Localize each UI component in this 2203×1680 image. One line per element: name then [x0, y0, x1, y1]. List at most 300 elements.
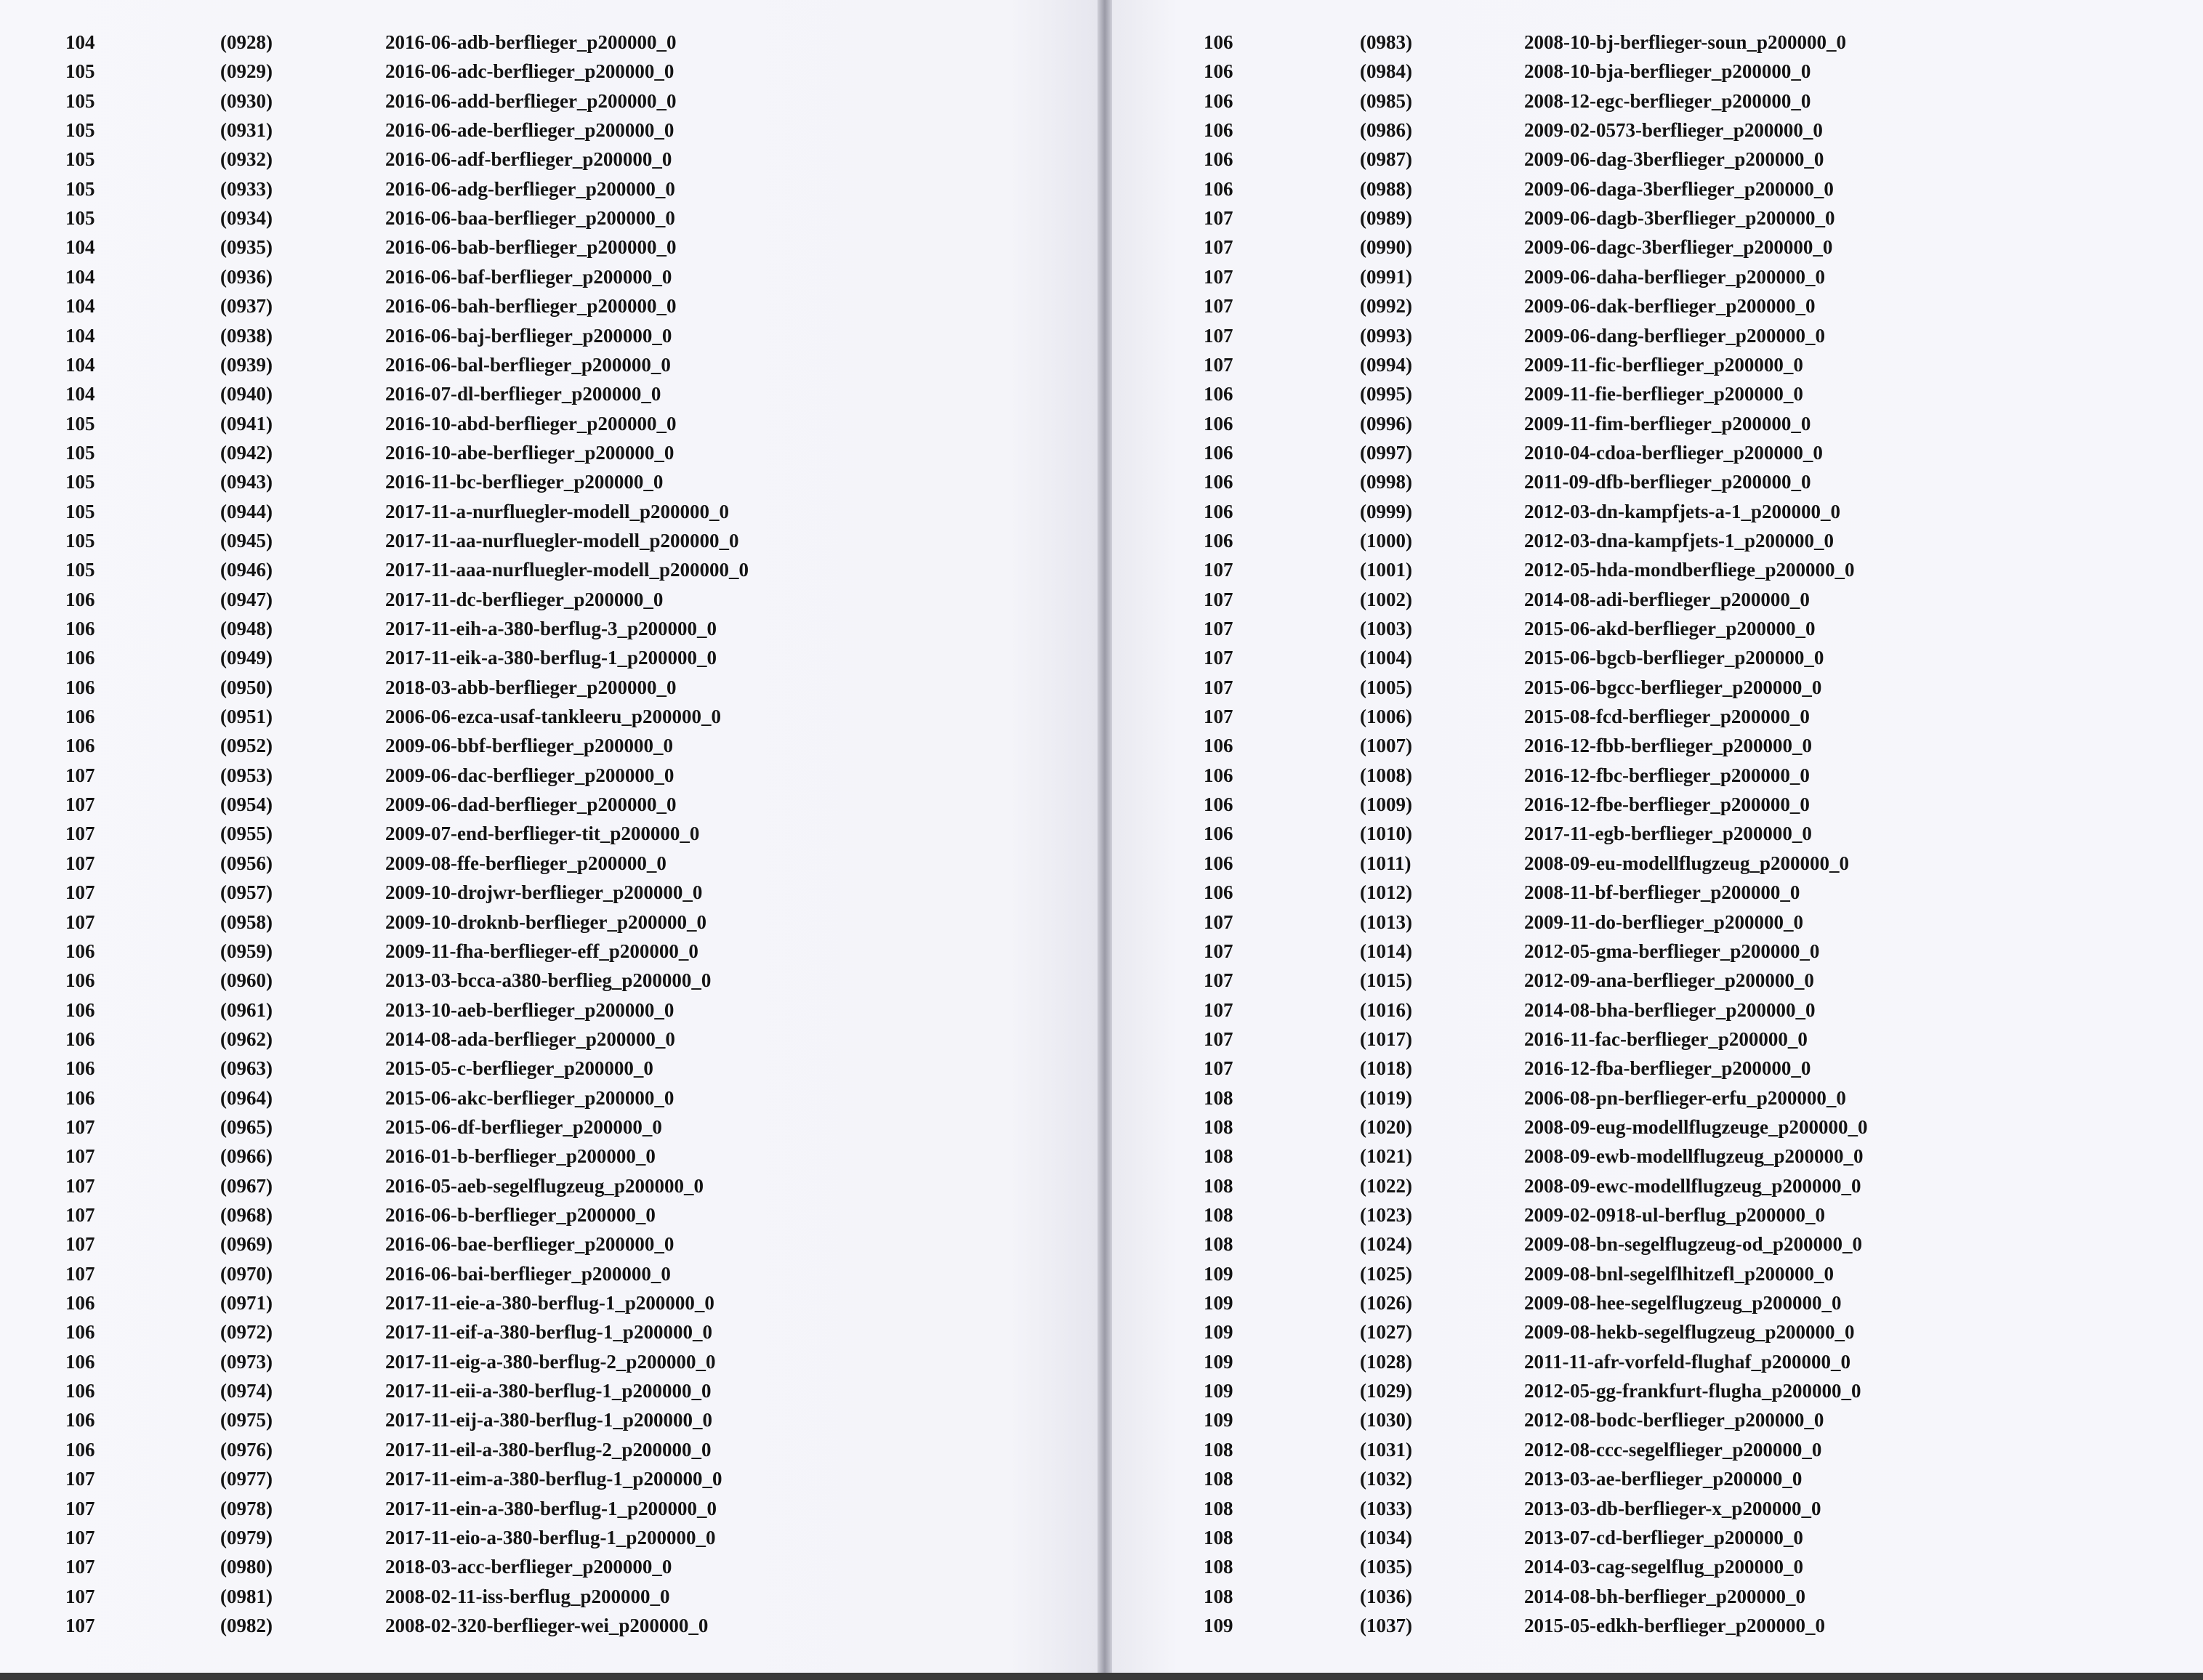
entry-number: (0948) — [220, 618, 273, 639]
page-number: 106 — [1204, 31, 1233, 53]
entry-number: (0970) — [220, 1262, 273, 1285]
entry-name: 2009-06-dag-3berflieger_p200000_0 — [1524, 148, 1824, 171]
entry-number: (0972) — [220, 1321, 273, 1344]
page-number: 106 — [65, 618, 95, 639]
page-number: 106 — [65, 1027, 95, 1050]
entry-name: 2010-04-cdoa-berflieger_p200000_0 — [1524, 441, 1823, 464]
entry-name: 2009-08-hekb-segelflugzeug_p200000_0 — [1524, 1321, 1855, 1344]
entry-number: (1028) — [1360, 1350, 1412, 1373]
page-number: 107 — [1204, 1057, 1233, 1080]
page-number: 106 — [1204, 823, 1233, 845]
entry-number: (1021) — [1360, 1145, 1412, 1168]
entry-number: (0942) — [220, 441, 273, 464]
entry-name: 2016-11-fac-berflieger_p200000_0 — [1524, 1027, 1808, 1050]
entry-number: (0988) — [1360, 177, 1412, 200]
page-number: 108 — [1204, 1233, 1233, 1256]
page-number: 105 — [65, 441, 95, 464]
page-number: 105 — [65, 119, 95, 142]
page-number: 106 — [1204, 177, 1233, 200]
entry-number: (1036) — [1360, 1585, 1412, 1607]
entry-number: (0987) — [1360, 148, 1412, 171]
entry-number: (0992) — [1360, 295, 1412, 318]
page-number: 105 — [65, 471, 95, 493]
page-number: 108 — [1204, 1468, 1233, 1490]
entry-name: 2008-09-ewc-modellflugzeug_p200000_0 — [1524, 1174, 1861, 1197]
entry-number: (1033) — [1360, 1497, 1412, 1519]
entry-name: 2017-11-aaa-nurfluegler-modell_p200000_0 — [385, 559, 749, 581]
page-number: 107 — [1204, 1027, 1233, 1050]
entry-number: (0994) — [1360, 353, 1412, 376]
entry-name: 2009-06-dang-berflieger_p200000_0 — [1524, 324, 1825, 347]
entry-name: 2016-01-b-berflieger_p200000_0 — [385, 1145, 656, 1168]
page-number: 108 — [1204, 1438, 1233, 1461]
entry-number: (0954) — [220, 793, 273, 816]
page-number: 104 — [65, 236, 95, 259]
entry-number: (1007) — [1360, 735, 1412, 757]
entry-name: 2016-12-fbe-berflieger_p200000_0 — [1524, 793, 1810, 816]
page-number: 108 — [1204, 1174, 1233, 1197]
entry-name: 2017-11-eij-a-380-berflug-1_p200000_0 — [385, 1409, 712, 1431]
entry-name: 2009-10-droknb-berflieger_p200000_0 — [385, 910, 706, 933]
page-number: 109 — [1204, 1614, 1233, 1636]
entry-number: (1000) — [1360, 529, 1412, 552]
entry-number: (0986) — [1360, 119, 1412, 142]
page-number: 105 — [65, 559, 95, 581]
page-number: 105 — [65, 207, 95, 230]
page-number: 107 — [65, 823, 95, 845]
entry-number: (0976) — [220, 1438, 273, 1461]
entry-number: (0955) — [220, 823, 273, 845]
page-number: 106 — [65, 1380, 95, 1402]
entry-name: 2013-03-bcca-a380-berflieg_p200000_0 — [385, 969, 712, 992]
page-number: 108 — [1204, 1086, 1233, 1109]
entry-name: 2017-11-dc-berflieger_p200000_0 — [385, 588, 664, 610]
entry-number: (0957) — [220, 881, 273, 904]
entry-number: (1009) — [1360, 793, 1412, 816]
page-number: 106 — [65, 1292, 95, 1314]
entry-name: 2015-06-df-berflieger_p200000_0 — [385, 1115, 662, 1138]
page-number: 109 — [1204, 1350, 1233, 1373]
entry-number: (0964) — [220, 1086, 273, 1109]
page-number: 108 — [1204, 1585, 1233, 1607]
entry-number: (0938) — [220, 324, 273, 347]
entry-name: 2017-11-eii-a-380-berflug-1_p200000_0 — [385, 1380, 712, 1402]
page-number: 107 — [65, 1556, 95, 1578]
page-number: 107 — [1204, 265, 1233, 288]
entry-number: (0980) — [220, 1556, 273, 1578]
entry-name: 2009-11-do-berflieger_p200000_0 — [1524, 910, 1803, 933]
page-number: 107 — [1204, 588, 1233, 610]
page-number: 104 — [65, 31, 95, 53]
page-number: 106 — [65, 1086, 95, 1109]
entry-number: (0932) — [220, 148, 273, 171]
entry-number: (0971) — [220, 1292, 273, 1314]
page-number: 106 — [1204, 735, 1233, 757]
entry-name: 2009-02-0573-berflieger_p200000_0 — [1524, 119, 1823, 142]
entry-name: 2016-07-dl-berflieger_p200000_0 — [385, 383, 661, 405]
entry-number: (1034) — [1360, 1526, 1412, 1548]
page-number: 107 — [65, 910, 95, 933]
entry-number: (0995) — [1360, 383, 1412, 405]
entry-name: 2013-07-cd-berflieger_p200000_0 — [1524, 1526, 1803, 1548]
page-number: 106 — [65, 969, 95, 992]
entry-number: (0939) — [220, 353, 273, 376]
page-number: 105 — [65, 529, 95, 552]
entry-name: 2017-11-eil-a-380-berflug-2_p200000_0 — [385, 1438, 712, 1461]
entry-number: (0967) — [220, 1174, 273, 1197]
entry-name: 2012-09-ana-berflieger_p200000_0 — [1524, 969, 1814, 992]
entry-number: (0943) — [220, 471, 273, 493]
entry-number: (1024) — [1360, 1233, 1412, 1256]
entry-number: (1032) — [1360, 1468, 1412, 1490]
entry-number: (0958) — [220, 910, 273, 933]
left-page — [0, 0, 1098, 1680]
entry-name: 2009-11-fie-berflieger_p200000_0 — [1524, 383, 1803, 405]
page-number: 105 — [65, 412, 95, 435]
entry-number: (0989) — [1360, 207, 1412, 230]
entry-number: (0978) — [220, 1497, 273, 1519]
entry-name: 2017-11-egb-berflieger_p200000_0 — [1524, 823, 1812, 845]
page-number: 107 — [65, 793, 95, 816]
entry-number: (0990) — [1360, 236, 1412, 259]
page-number: 104 — [65, 295, 95, 318]
entry-number: (0981) — [220, 1585, 273, 1607]
entry-number: (0949) — [220, 647, 273, 669]
page-number: 109 — [1204, 1409, 1233, 1431]
entry-number: (1001) — [1360, 559, 1412, 581]
entry-number: (1029) — [1360, 1380, 1412, 1402]
page-number: 106 — [1204, 89, 1233, 112]
page-number: 109 — [1204, 1321, 1233, 1344]
entry-name: 2009-08-ffe-berflieger_p200000_0 — [385, 852, 666, 874]
entry-number: (0956) — [220, 852, 273, 874]
entry-name: 2016-12-fba-berflieger_p200000_0 — [1524, 1057, 1811, 1080]
page-number: 104 — [65, 324, 95, 347]
page-number: 106 — [1204, 764, 1233, 786]
page-number: 104 — [65, 265, 95, 288]
entry-number: (0959) — [220, 940, 273, 962]
page-number: 106 — [1204, 441, 1233, 464]
entry-number: (1019) — [1360, 1086, 1412, 1109]
entry-name: 2016-06-adb-berflieger_p200000_0 — [385, 31, 677, 53]
entry-name: 2017-11-a-nurfluegler-modell_p200000_0 — [385, 500, 729, 522]
entry-number: (1008) — [1360, 764, 1412, 786]
entry-number: (0940) — [220, 383, 273, 405]
page-number: 106 — [65, 647, 95, 669]
entry-number: (0985) — [1360, 89, 1412, 112]
right-page — [1112, 0, 2203, 1680]
entry-number: (1012) — [1360, 881, 1412, 904]
entry-name: 2015-06-akd-berflieger_p200000_0 — [1524, 618, 1816, 639]
entry-name: 2014-08-bh-berflieger_p200000_0 — [1524, 1585, 1805, 1607]
entry-number: (0966) — [220, 1145, 273, 1168]
entry-name: 2017-11-eif-a-380-berflug-1_p200000_0 — [385, 1321, 712, 1344]
page-number: 107 — [65, 852, 95, 874]
entry-number: (0937) — [220, 295, 273, 318]
entry-number: (1023) — [1360, 1204, 1412, 1226]
page-number: 108 — [1204, 1556, 1233, 1578]
entry-name: 2014-08-bha-berflieger_p200000_0 — [1524, 998, 1816, 1021]
page-number: 105 — [65, 60, 95, 83]
page-number: 107 — [1204, 236, 1233, 259]
entry-name: 2016-12-fbb-berflieger_p200000_0 — [1524, 735, 1812, 757]
entry-number: (1016) — [1360, 998, 1412, 1021]
entry-number: (1027) — [1360, 1321, 1412, 1344]
entry-name: 2016-06-add-berflieger_p200000_0 — [385, 89, 677, 112]
entry-name: 2017-11-eim-a-380-berflug-1_p200000_0 — [385, 1468, 722, 1490]
page-number: 106 — [1204, 60, 1233, 83]
entry-name: 2018-03-abb-berflieger_p200000_0 — [385, 676, 677, 698]
entry-name: 2016-06-bal-berflieger_p200000_0 — [385, 353, 671, 376]
page-number: 108 — [1204, 1526, 1233, 1548]
page-number: 106 — [65, 1350, 95, 1373]
page-number: 107 — [1204, 940, 1233, 962]
entry-number: (1015) — [1360, 969, 1412, 992]
entry-name: 2009-11-fim-berflieger_p200000_0 — [1524, 412, 1811, 435]
entry-number: (0999) — [1360, 500, 1412, 522]
entry-number: (1004) — [1360, 647, 1412, 669]
entry-number: (0993) — [1360, 324, 1412, 347]
page-number: 106 — [65, 940, 95, 962]
entry-number: (0979) — [220, 1526, 273, 1548]
entry-name: 2012-08-bodc-berflieger_p200000_0 — [1524, 1409, 1824, 1431]
entry-number: (1022) — [1360, 1174, 1412, 1197]
entry-number: (0950) — [220, 676, 273, 698]
entry-number: (0991) — [1360, 265, 1412, 288]
page-number: 107 — [1204, 618, 1233, 639]
entry-name: 2006-06-ezca-usaf-tankleeru_p200000_0 — [385, 706, 721, 728]
entry-number: (1003) — [1360, 618, 1412, 639]
entry-number: (1026) — [1360, 1292, 1412, 1314]
page-number: 105 — [65, 148, 95, 171]
scan-bottom-edge — [0, 1673, 2203, 1680]
page-number: 106 — [65, 998, 95, 1021]
entry-number: (0934) — [220, 207, 273, 230]
page-number: 106 — [65, 588, 95, 610]
page-number: 104 — [65, 353, 95, 376]
page-number: 108 — [1204, 1497, 1233, 1519]
entry-name: 2016-06-bai-berflieger_p200000_0 — [385, 1262, 671, 1285]
page-number: 107 — [1204, 295, 1233, 318]
entry-name: 2016-10-abd-berflieger_p200000_0 — [385, 412, 677, 435]
entry-number: (0953) — [220, 764, 273, 786]
page-number: 106 — [65, 1438, 95, 1461]
entry-name: 2012-03-dn-kampfjets-a-1_p200000_0 — [1524, 500, 1840, 522]
book-gutter — [1098, 0, 1112, 1680]
page-number: 107 — [65, 1497, 95, 1519]
entry-number: (1030) — [1360, 1409, 1412, 1431]
entry-number: (1017) — [1360, 1027, 1412, 1050]
entry-name: 2016-10-abe-berflieger_p200000_0 — [385, 441, 674, 464]
page-number: 106 — [1204, 500, 1233, 522]
entry-name: 2009-06-dak-berflieger_p200000_0 — [1524, 295, 1816, 318]
entry-name: 2008-11-bf-berflieger_p200000_0 — [1524, 881, 1800, 904]
entry-number: (0983) — [1360, 31, 1412, 53]
entry-number: (1005) — [1360, 676, 1412, 698]
entry-number: (1020) — [1360, 1115, 1412, 1138]
entry-name: 2009-06-daha-berflieger_p200000_0 — [1524, 265, 1825, 288]
entry-name: 2009-06-daga-3berflieger_p200000_0 — [1524, 177, 1834, 200]
page-number: 108 — [1204, 1204, 1233, 1226]
page-number: 106 — [1204, 793, 1233, 816]
entry-name: 2009-08-bn-segelflugzeug-od_p200000_0 — [1524, 1233, 1862, 1256]
page-number: 107 — [1204, 706, 1233, 728]
entry-name: 2008-10-bja-berflieger_p200000_0 — [1524, 60, 1811, 83]
entry-number: (0969) — [220, 1233, 273, 1256]
page-number: 107 — [65, 1585, 95, 1607]
page-number: 107 — [65, 1115, 95, 1138]
entry-number: (0944) — [220, 500, 273, 522]
page-number: 107 — [1204, 324, 1233, 347]
entry-number: (1037) — [1360, 1614, 1412, 1636]
page-number: 105 — [65, 500, 95, 522]
entry-name: 2008-12-egc-berflieger_p200000_0 — [1524, 89, 1811, 112]
entry-name: 2008-09-eu-modellflugzeug_p200000_0 — [1524, 852, 1849, 874]
entry-number: (0947) — [220, 588, 273, 610]
entry-name: 2017-11-eie-a-380-berflug-1_p200000_0 — [385, 1292, 714, 1314]
page-number: 107 — [65, 1174, 95, 1197]
entry-name: 2016-06-bab-berflieger_p200000_0 — [385, 236, 677, 259]
page-number: 107 — [65, 764, 95, 786]
page-number: 107 — [65, 1526, 95, 1548]
entry-name: 2016-06-bah-berflieger_p200000_0 — [385, 295, 677, 318]
entry-number: (1006) — [1360, 706, 1412, 728]
page-number: 106 — [65, 706, 95, 728]
entry-name: 2011-09-dfb-berflieger_p200000_0 — [1524, 471, 1811, 493]
entry-number: (0968) — [220, 1204, 273, 1226]
entry-number: (0929) — [220, 60, 273, 83]
entry-name: 2017-11-eig-a-380-berflug-2_p200000_0 — [385, 1350, 716, 1373]
entry-number: (0951) — [220, 706, 273, 728]
page-number: 107 — [1204, 353, 1233, 376]
entry-name: 2008-02-11-iss-berflug_p200000_0 — [385, 1585, 670, 1607]
page-number: 109 — [1204, 1292, 1233, 1314]
entry-number: (1011) — [1360, 852, 1411, 874]
page-number: 108 — [1204, 1115, 1233, 1138]
page-number: 106 — [1204, 412, 1233, 435]
entry-name: 2015-08-fcd-berflieger_p200000_0 — [1524, 706, 1810, 728]
entry-name: 2012-05-hda-mondberfliege_p200000_0 — [1524, 559, 1855, 581]
page-number: 109 — [1204, 1380, 1233, 1402]
entry-name: 2014-08-ada-berflieger_p200000_0 — [385, 1027, 675, 1050]
entry-name: 2014-08-adi-berflieger_p200000_0 — [1524, 588, 1810, 610]
entry-name: 2009-08-hee-segelflugzeug_p200000_0 — [1524, 1292, 1842, 1314]
entry-number: (0984) — [1360, 60, 1412, 83]
page-number: 107 — [1204, 559, 1233, 581]
page-number: 107 — [65, 1145, 95, 1168]
page-number: 107 — [65, 1614, 95, 1636]
entry-name: 2009-06-bbf-berflieger_p200000_0 — [385, 735, 673, 757]
entry-name: 2006-08-pn-berflieger-erfu_p200000_0 — [1524, 1086, 1846, 1109]
entry-number: (0982) — [220, 1614, 273, 1636]
entry-name: 2008-09-ewb-modellflugzeug_p200000_0 — [1524, 1145, 1864, 1168]
page-number: 107 — [1204, 998, 1233, 1021]
entry-number: (0961) — [220, 998, 273, 1021]
entry-name: 2009-10-drojwr-berflieger_p200000_0 — [385, 881, 703, 904]
page-number: 107 — [1204, 207, 1233, 230]
entry-name: 2015-05-edkh-berflieger_p200000_0 — [1524, 1614, 1825, 1636]
entry-name: 2008-02-320-berflieger-wei_p200000_0 — [385, 1614, 709, 1636]
entry-number: (0933) — [220, 177, 273, 200]
entry-name: 2017-11-aa-nurfluegler-modell_p200000_0 — [385, 529, 739, 552]
page-number: 106 — [1204, 881, 1233, 904]
entry-name: 2017-11-eio-a-380-berflug-1_p200000_0 — [385, 1526, 716, 1548]
page-number: 109 — [1204, 1262, 1233, 1285]
entry-name: 2009-06-dagc-3berflieger_p200000_0 — [1524, 236, 1833, 259]
entry-name: 2016-05-aeb-segelflugzeug_p200000_0 — [385, 1174, 704, 1197]
entry-number: (1025) — [1360, 1262, 1412, 1285]
entry-number: (0928) — [220, 31, 273, 53]
page-number: 106 — [65, 1409, 95, 1431]
entry-number: (0975) — [220, 1409, 273, 1431]
page-number: 107 — [65, 1233, 95, 1256]
entry-name: 2009-06-dagb-3berflieger_p200000_0 — [1524, 207, 1835, 230]
entry-name: 2016-06-baj-berflieger_p200000_0 — [385, 324, 672, 347]
entry-number: (0996) — [1360, 412, 1412, 435]
entry-name: 2012-05-gma-berflieger_p200000_0 — [1524, 940, 1820, 962]
entry-name: 2015-06-akc-berflieger_p200000_0 — [385, 1086, 674, 1109]
entry-name: 2016-06-adf-berflieger_p200000_0 — [385, 148, 672, 171]
page-number: 107 — [65, 1468, 95, 1490]
entry-name: 2016-06-adc-berflieger_p200000_0 — [385, 60, 674, 83]
entry-number: (1002) — [1360, 588, 1412, 610]
entry-name: 2018-03-acc-berflieger_p200000_0 — [385, 1556, 672, 1578]
page-number: 107 — [65, 1204, 95, 1226]
entry-name: 2014-03-cag-segelflug_p200000_0 — [1524, 1556, 1803, 1578]
entry-number: (0941) — [220, 412, 273, 435]
page-number: 107 — [1204, 676, 1233, 698]
page-number: 107 — [65, 1262, 95, 1285]
entry-name: 2009-07-end-berflieger-tit_p200000_0 — [385, 823, 700, 845]
page-number: 107 — [1204, 910, 1233, 933]
page-number: 104 — [65, 383, 95, 405]
page-number: 106 — [65, 1057, 95, 1080]
page-number: 106 — [1204, 383, 1233, 405]
entry-name: 2016-06-adg-berflieger_p200000_0 — [385, 177, 675, 200]
entry-name: 2009-08-bnl-segelflhitzefl_p200000_0 — [1524, 1262, 1834, 1285]
page-number: 106 — [1204, 471, 1233, 493]
entry-name: 2016-06-bae-berflieger_p200000_0 — [385, 1233, 674, 1256]
entry-number: (1013) — [1360, 910, 1412, 933]
entry-name: 2009-06-dac-berflieger_p200000_0 — [385, 764, 674, 786]
entry-name: 2017-11-ein-a-380-berflug-1_p200000_0 — [385, 1497, 717, 1519]
entry-name: 2009-11-fic-berflieger_p200000_0 — [1524, 353, 1803, 376]
entry-name: 2009-02-0918-ul-berflug_p200000_0 — [1524, 1204, 1825, 1226]
entry-number: (0946) — [220, 559, 273, 581]
page-number: 106 — [1204, 852, 1233, 874]
entry-number: (0931) — [220, 119, 273, 142]
entry-name: 2012-03-dna-kampfjets-1_p200000_0 — [1524, 529, 1835, 552]
entry-number: (1014) — [1360, 940, 1412, 962]
page-number: 107 — [1204, 969, 1233, 992]
page-number: 105 — [65, 177, 95, 200]
page-number: 106 — [65, 676, 95, 698]
entry-number: (0936) — [220, 265, 273, 288]
page-number: 106 — [65, 1321, 95, 1344]
entry-name: 2009-11-fha-berflieger-eff_p200000_0 — [385, 940, 698, 962]
entry-number: (0963) — [220, 1057, 273, 1080]
entry-name: 2013-10-aeb-berflieger_p200000_0 — [385, 998, 674, 1021]
entry-name: 2016-06-b-berflieger_p200000_0 — [385, 1204, 656, 1226]
entry-name: 2008-09-eug-modellflugzeuge_p200000_0 — [1524, 1115, 1868, 1138]
entry-name: 2011-11-afr-vorfeld-flughaf_p200000_0 — [1524, 1350, 1850, 1373]
entry-name: 2016-12-fbc-berflieger_p200000_0 — [1524, 764, 1810, 786]
entry-name: 2017-11-eih-a-380-berflug-3_p200000_0 — [385, 618, 717, 639]
entry-number: (0998) — [1360, 471, 1412, 493]
entry-number: (0930) — [220, 89, 273, 112]
page-number: 106 — [1204, 148, 1233, 171]
entry-number: (0977) — [220, 1468, 273, 1490]
